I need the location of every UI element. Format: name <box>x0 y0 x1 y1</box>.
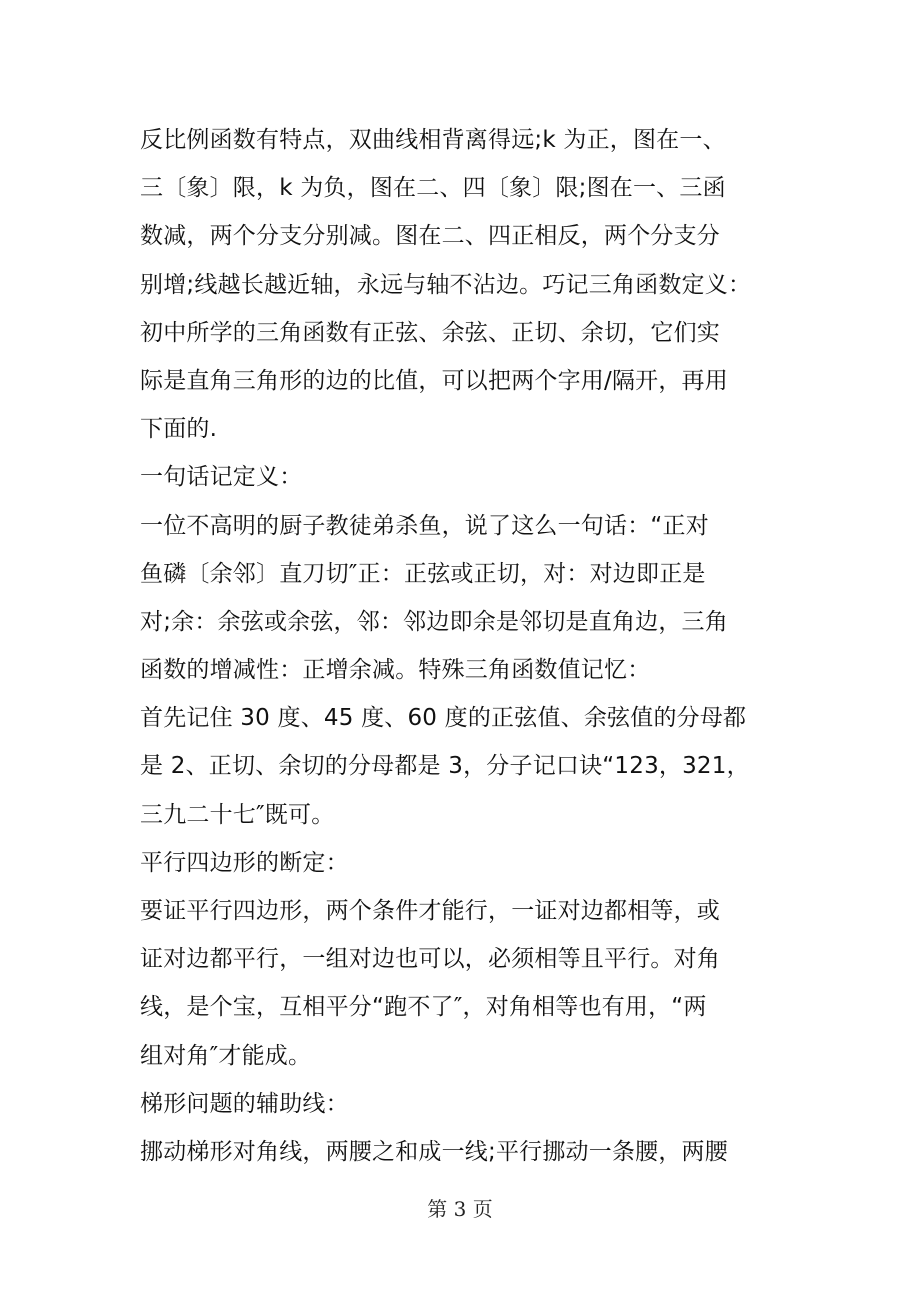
text-line: 组对角″才能成。 <box>140 1042 312 1069</box>
body-text <box>140 116 790 1176</box>
text-line: 线，是个宝，互相平分“跑不了″，对角相等也有用，“两 <box>140 994 707 1021</box>
text-line: 函数的增减性：正增余减。特殊三角函数值记忆： <box>140 657 651 684</box>
text-line: 首先记住 30 度、45 度、60 度的正弦值、余弦值的分母都 <box>140 705 747 732</box>
text-line: 别增;线越长越近轴，永远与轴不沾边。巧记三角函数定义： <box>140 271 752 298</box>
text-line: 下面的. <box>140 416 218 443</box>
text-line: 反比例函数有特点，双曲线相背离得远;k 为正，图在一、 <box>140 127 726 153</box>
text-line: 是 2、正切、余切的分母都是 3，分子记口诀“123，321， <box>140 753 750 780</box>
section-heading: 梯形问题的辅助线： <box>140 1090 349 1117</box>
text-line: 际是直角三角形的边的比值，可以把两个字用/隔开，再用 <box>140 367 728 394</box>
text-line: 三九二十七″既可。 <box>140 801 335 828</box>
text-line: 一位不高明的厨子教徒弟杀鱼，说了这么一句话：“正对 <box>140 512 709 539</box>
text-line: 对;余：余弦或余弦，邻：邻边即余是邻切是直角边，三角 <box>140 608 728 635</box>
section-heading: 平行四边形的断定： <box>140 849 349 876</box>
text-line: 证对边都平行，一组对边也可以，必须相等且平行。对角 <box>140 946 720 973</box>
text-line: 三〔象〕限，k 为负，图在二、四〔象〕限;图在一、三函 <box>140 175 726 202</box>
text-line: 数减，两个分支分别减。图在二、四正相反，两个分支分 <box>140 223 720 250</box>
section-heading: 一句话记定义： <box>140 464 303 491</box>
text-line: 挪动梯形对角线，两腰之和成一线;平行挪动一条腰，两腰 <box>140 1138 728 1165</box>
text-line: 要证平行四边形，两个条件才能行，一证对边都相等，或 <box>140 898 720 924</box>
text-line: 鱼磷〔余邻〕直刀切″正：正弦或正切，对：对边即正是 <box>140 560 706 587</box>
page-number-footer: 第 3 页 <box>427 1197 493 1221</box>
text-line: 初中所学的三角函数有正弦、余弦、正切、余切，它们实 <box>140 319 720 346</box>
